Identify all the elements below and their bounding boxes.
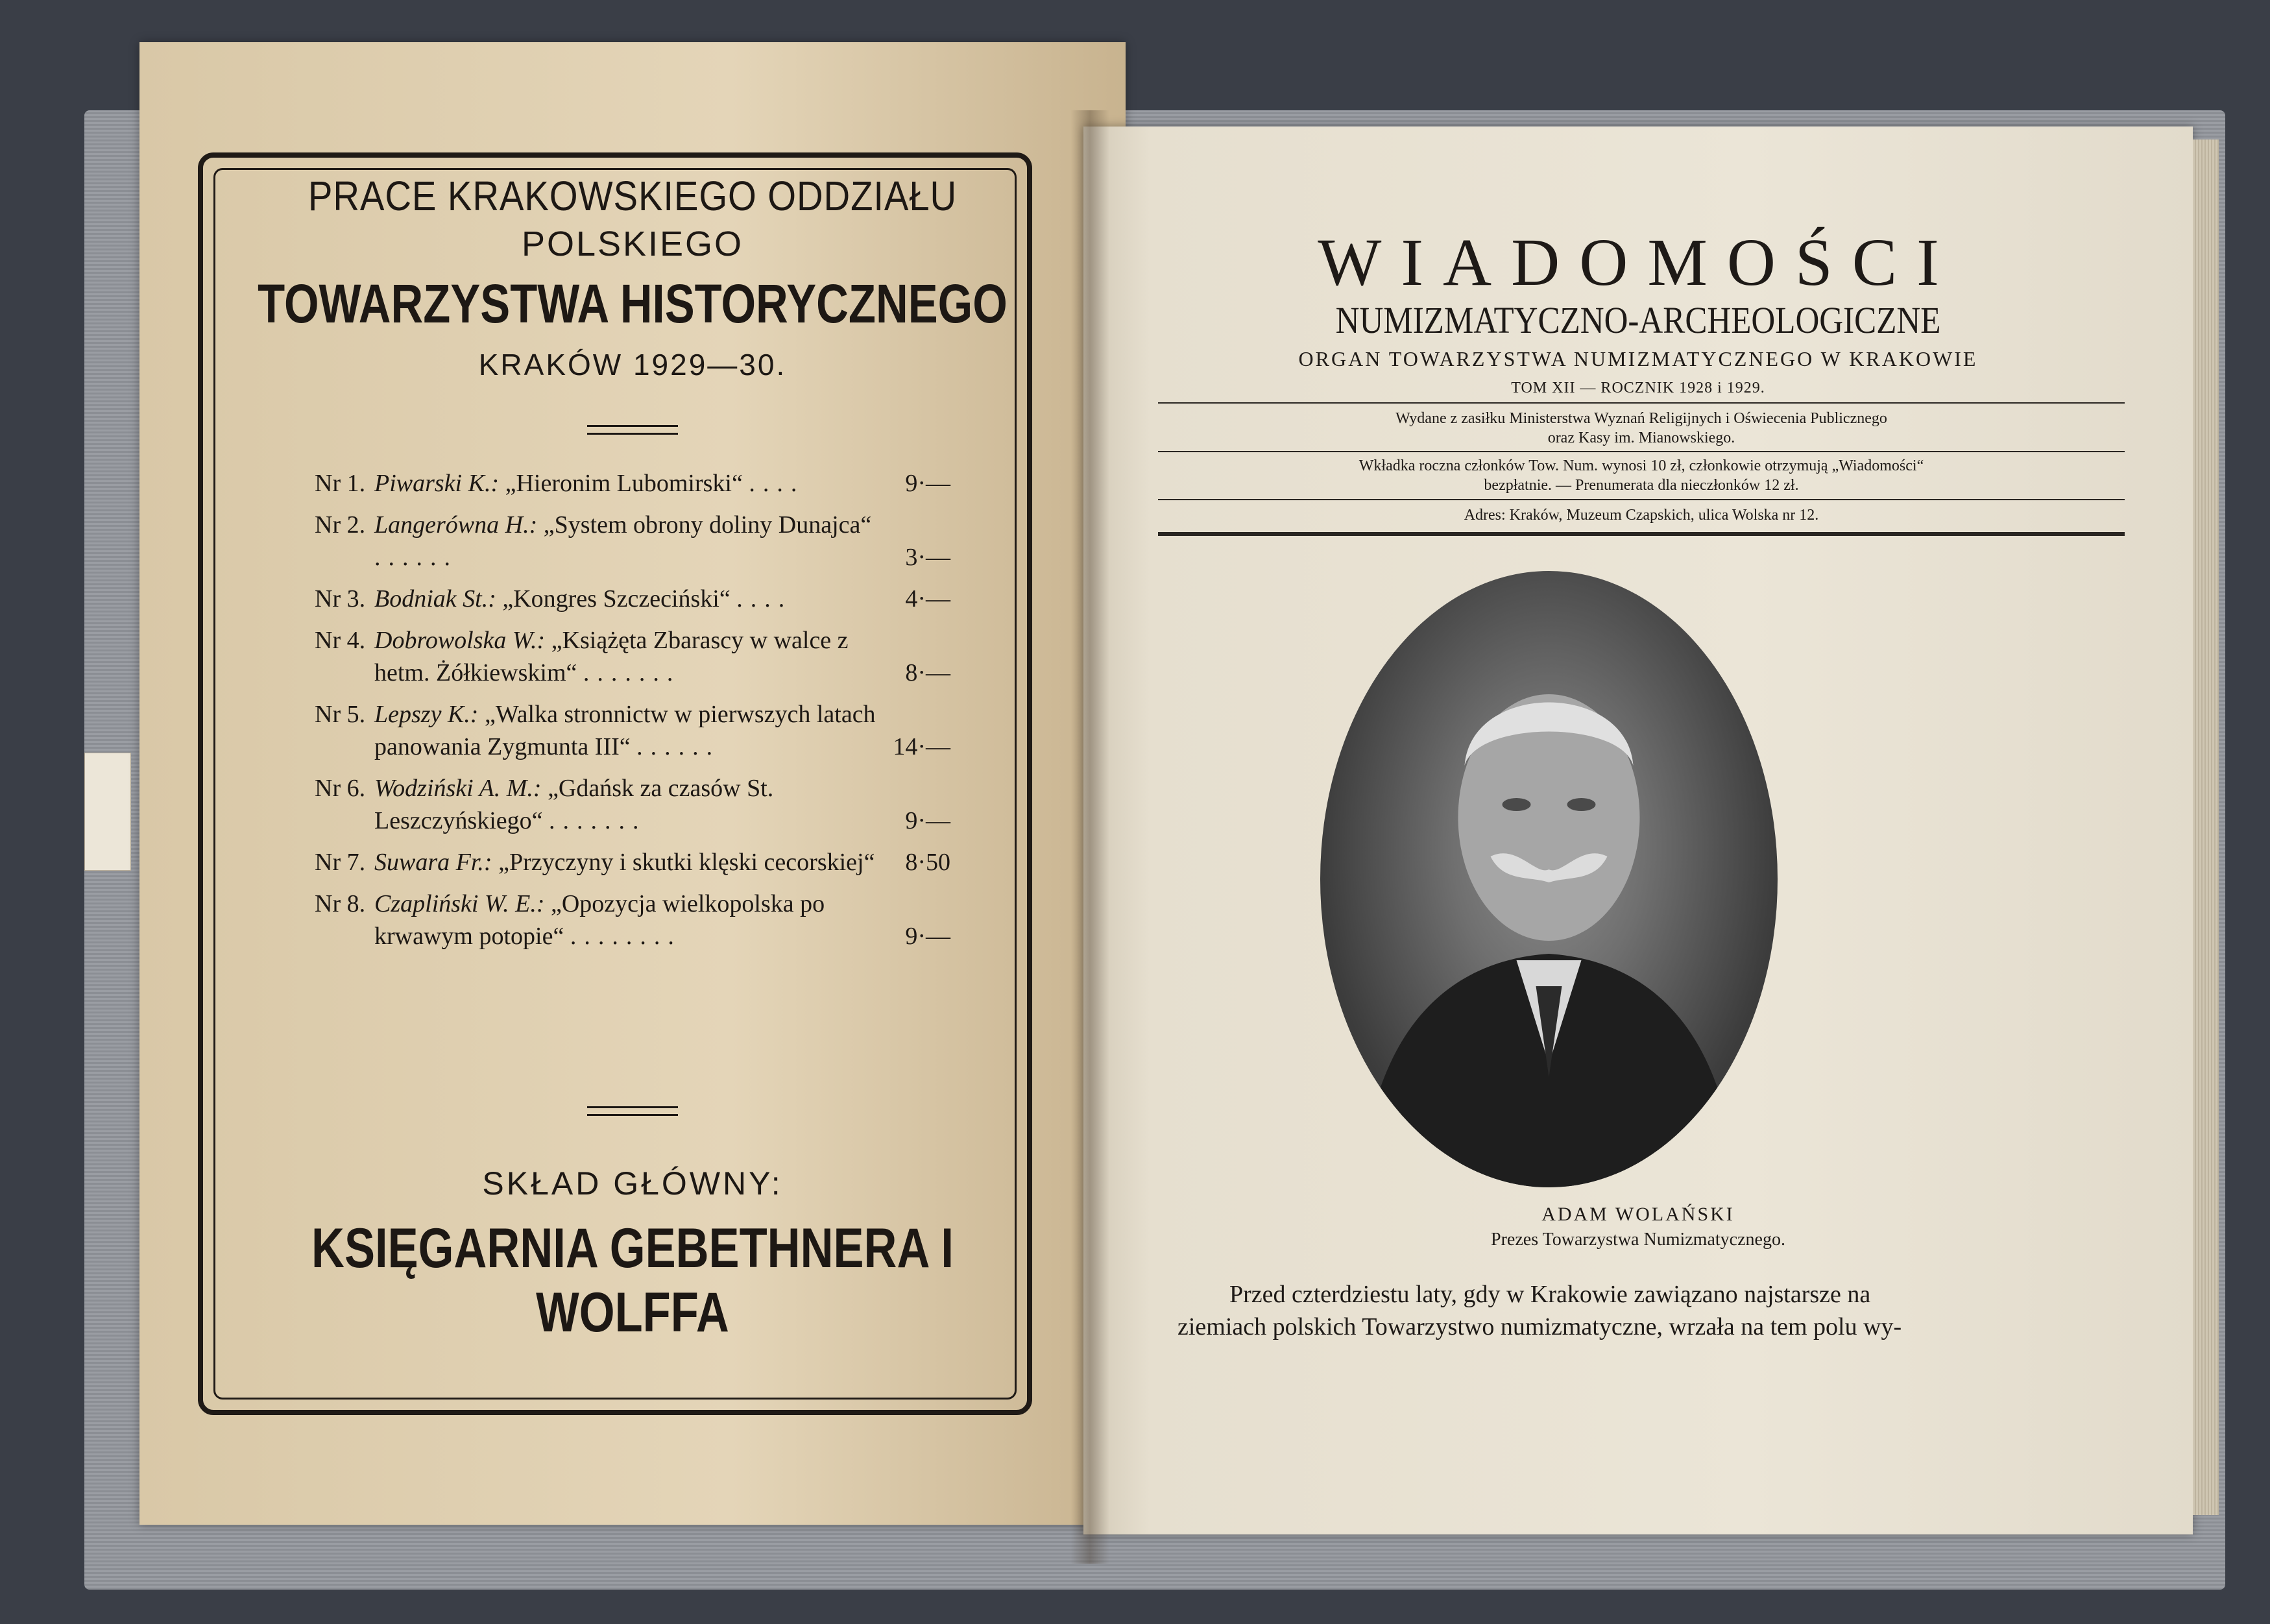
list-item: Nr 2. Langerówna H.: „System obrony doliny Dunajca“ ...... 3·— [315,509,950,574]
address-line: Adres: Kraków, Muzeum Czapskich, ulica Wolska nr 12. [1464,507,1819,524]
rule [1158,499,2125,500]
bookshop-name: KSIĘGARNIA GEBETHNERA I WOLFFA [311,1217,954,1344]
item-price: 14·— [893,733,950,760]
journal-subtitle: NUMIZMATYCZNO-ARCHEOLOGICZNE [1335,299,1941,341]
portrait-illustration [1320,571,1778,1187]
funding-note-line: Wydane z zasiłku Ministerstwa Wyznań Religijnych i Oświecenia Publicznego [1395,410,1887,427]
body-line: ziemiach polskich Towarzystwo numizmatyczne, wrzała na tem polu wy- [1177,1313,1902,1340]
item-number: Nr 4. [315,627,366,654]
body-line: Przed czterdziestu laty, gdy w Krakowie zawiązano najstarsze na [1229,1281,1871,1308]
item-number: Nr 3. [315,585,366,612]
item-price: 8·— [905,659,950,686]
sklad-heading: SKŁAD GŁÓWNY: [482,1165,783,1202]
book-gutter [1070,110,1109,1564]
item-author: Czapliński W. E.: [374,890,545,917]
journal-organ: ORGAN TOWARZYSTWA NUMIZMATYCZNEGO W KRAKOWIE [1298,347,1978,370]
subscription-note [1158,456,2125,495]
item-author: Dobrowolska W.: [374,627,546,654]
item-author: Langerówna H.: [374,511,538,539]
item-number: Nr 5. [315,701,366,728]
item-title: „Przyczyny i skutki klęski cecorskiej“ [498,849,875,876]
journal-title: WIADOMOŚCI [1318,225,1959,300]
volume-line: TOM XII — ROCZNIK 1928 i 1929. [1511,380,1765,396]
portrait-caption-name: ADAM WOLAŃSKI [1541,1204,1735,1225]
item-title: „Hieronim Lubomirski“ [505,470,743,497]
item-title: „Kongres Szczeciński“ [502,585,731,612]
item-number: Nr 7. [315,849,366,876]
heading-line-2: POLSKIEGO [521,224,744,263]
list-item: Nr 1. Piwarski K.: „Hieronim Lubomirski“ .... 9·— [315,467,950,500]
item-price: 4·— [905,585,950,612]
item-author: Suwara Fr.: [374,849,492,876]
funding-note [1158,409,2125,448]
heading-line-1: PRACE KRAKOWSKIEGO ODDZIAŁU [308,173,958,219]
divider [139,1106,1126,1119]
item-author: Wodziński A. M.: [374,775,542,802]
list-item: Nr 3. Bodniak St.: „Kongres Szczeciński“ .... 4·— [315,583,950,615]
item-price: 9·— [905,807,950,834]
item-price: 3·— [905,544,950,571]
item-title: „Walka stronnictw w pierwszych latach panowania Zygmunta III“ [374,701,876,760]
list-item: Nr 5. Lepszy K.: „Walka stronnictw w pierwszych latach panowania Zygmunta III“ ...... 14·— [315,698,950,763]
item-number: Nr 1. [315,470,366,497]
page-edges [2193,139,2219,1515]
heading-line-3: TOWARZYSTWA HISTORYCZNEGO [258,273,1008,334]
rule [1158,451,2125,452]
left-page [139,42,1126,1525]
item-title: „System obrony doliny Dunajca“ [543,511,872,539]
portrait-photo [1320,571,1778,1187]
portrait-caption-role: Prezes Towarzystwa Numizmatycznego. [1491,1230,1785,1250]
item-author: Piwarski K.: [374,470,500,497]
item-number: Nr 8. [315,890,366,917]
body-text [1177,1278,2099,1343]
item-author: Lepszy K.: [374,701,479,728]
paper-tab [84,753,131,871]
item-number: Nr 2. [315,511,366,539]
item-number: Nr 6. [315,775,366,802]
item-title: „Opozycja wielkopolska po krwawym potopie“ [374,890,825,950]
list-item: Nr 6. Wodziński A. M.: „Gdańsk za czasów St. Leszczyńskiego“ ....... 9·— [315,772,950,837]
publication-list [315,467,950,962]
divider [139,425,1126,438]
item-price: 9·— [905,470,950,497]
right-page [1083,127,2193,1534]
list-item [315,846,950,879]
subscription-note-line: bezpłatnie. — Prenumerata dla nieczłonków 12 zł. [1484,477,1799,494]
heading-line-4: KRAKÓW 1929—30. [478,348,787,382]
item-title: „Książęta Zbarascy w walce z hetm. Żółkiewskim“ [374,627,849,686]
item-author: Bodniak St.: [374,585,496,612]
item-price: 8·50 [905,849,950,876]
subscription-note-line: Wkładka roczna członków Tow. Num. wynosi 10 zł, członkowie otrzymują „Wiadomości“ [1358,457,1924,474]
list-item: Nr 8. Czapliński W. E.: „Opozycja wielkopolska po krwawym potopie“ ........ 9·— [315,888,950,952]
item-title: „Gdańsk za czasów St. Leszczyńskiego“ [374,775,774,834]
rule [1158,402,2125,404]
funding-note-line: oraz Kasy im. Mianowskiego. [1547,430,1735,446]
rule-thick [1158,532,2125,536]
item-price: 9·— [905,923,950,950]
list-item: Nr 4. Dobrowolska W.: „Książęta Zbarascy w walce z hetm. Żółkiewskim“ ....... 8·— [315,624,950,689]
